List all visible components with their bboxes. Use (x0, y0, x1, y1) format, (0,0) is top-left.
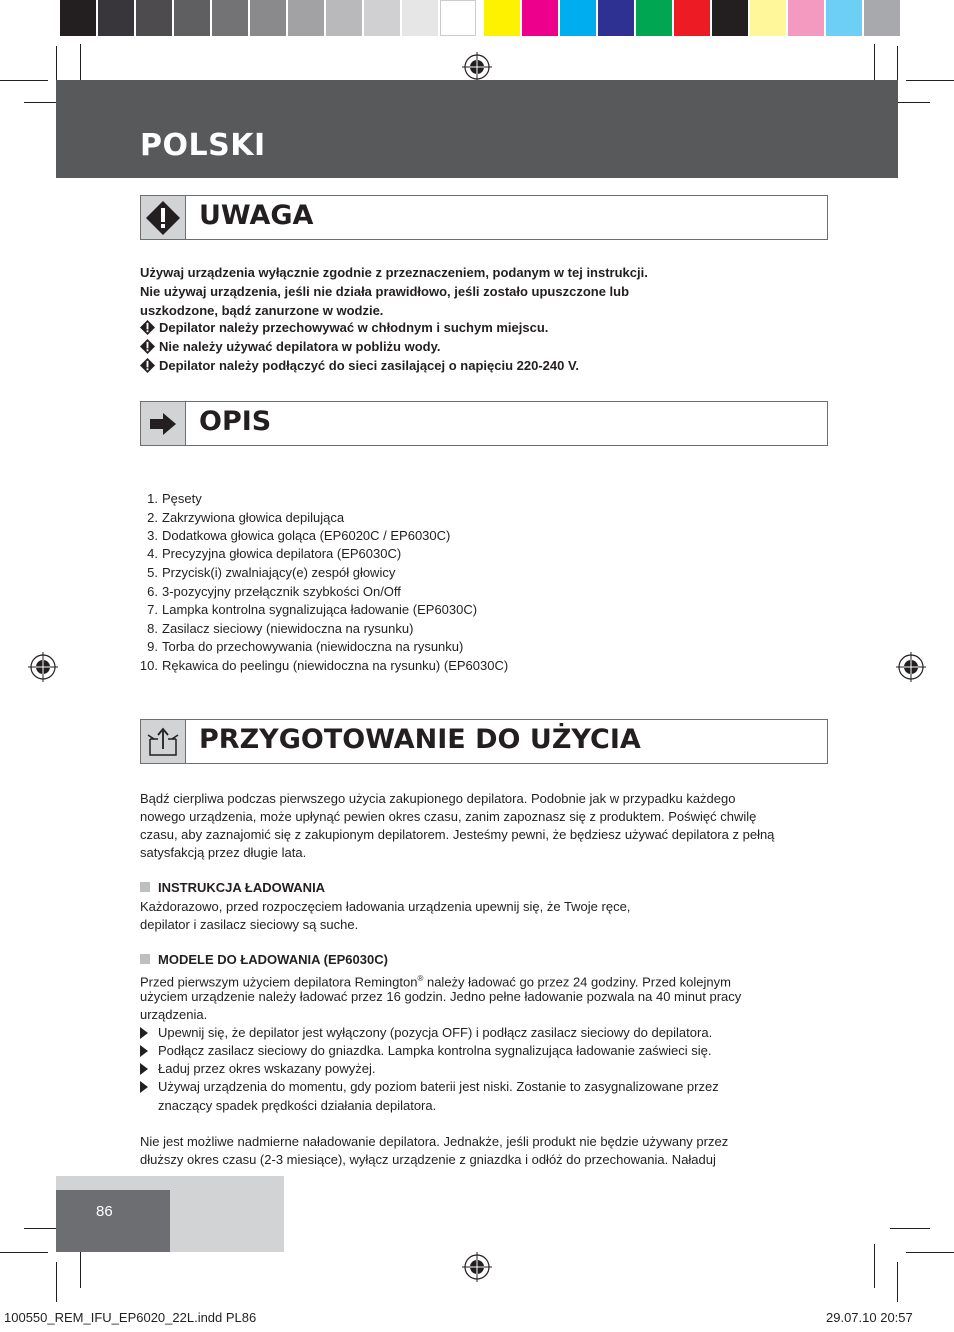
item-number: 3. (147, 528, 158, 543)
section-przygotowanie (140, 719, 828, 764)
arrow-icon-cell (141, 402, 186, 445)
intro-line: Bądź cierpliwa podczas pierwszego użycia zakupionego depilatora. Podobnie jak w przypadku każdego (140, 791, 736, 806)
item-text: 3-pozycyjny przełącznik szybkości On/Off (162, 584, 401, 599)
registration-mark-icon (896, 652, 926, 682)
intro-line: nowego urządzenia, może upłynąć pewien okres czasu, zanim zapoznasz się z produktem. Poświęć chwilę (140, 809, 757, 824)
crop-mark (906, 80, 954, 81)
triangle-bullet-icon (140, 1027, 148, 1039)
list-item (134, 602, 477, 617)
item-text: Lampka kontrolna sygnalizująca ładowanie (162, 602, 410, 617)
crop-mark (0, 1252, 48, 1253)
warning-item (140, 358, 579, 373)
color-swatch (60, 0, 96, 36)
item-note: (niewidoczna na rysunku) (266, 621, 414, 636)
crop-mark (56, 46, 57, 80)
color-swatch (402, 0, 438, 36)
page-number-tab (56, 1190, 170, 1252)
crop-mark (874, 1244, 875, 1288)
section-title: PRZYGOTOWANIE DO UŻYCIA (199, 724, 641, 755)
item-text: Przycisk(i) zwalniający(e) zespół głowicy (162, 565, 396, 580)
subsection-heading (140, 951, 388, 969)
intro-line: satysfakcją przez długie lata. (140, 845, 307, 860)
list-item (134, 528, 450, 543)
color-swatch (522, 0, 558, 36)
grayscale-swatch-bar (60, 0, 478, 38)
section-title: UWAGA (199, 200, 314, 231)
modele-text: Przed pierwszym użyciem depilatora Remington (140, 974, 418, 990)
color-swatch (788, 0, 824, 36)
warning-diamond-icon (140, 320, 155, 335)
outro-line: dłuższy okres czasu (2-3 miesiące), wyłącz urządzenie z gniazdka i odłóż do przechowania. Naładuj (140, 1152, 716, 1167)
warning-text: Nie należy używać depilatora w pobliżu wody. (159, 339, 441, 354)
square-bullet-icon (140, 882, 150, 892)
bullet-text: Podłącz zasilacz sieciowy do gniazdka. Lampka kontrolna sygnalizująca ładowanie zaświeci się. (158, 1043, 712, 1058)
color-swatch (98, 0, 134, 36)
uwaga-line: Nie używaj urządzenia, jeśli nie działa prawidłowo, jeśli zostało upuszczone lub (140, 284, 630, 299)
crop-mark (897, 1262, 898, 1302)
color-swatch (288, 0, 324, 36)
list-item (134, 546, 401, 561)
registration-mark-icon (462, 1252, 492, 1282)
bullet-item (140, 1024, 712, 1042)
registration-mark-icon (462, 52, 492, 82)
page-number-tab-top (56, 1176, 170, 1190)
item-number: 8. (147, 621, 158, 636)
item-number: 1. (147, 491, 158, 506)
color-swatch (750, 0, 786, 36)
modele-text: należy ładować go przez 24 godziny. Przed kolejnym (423, 974, 731, 990)
crop-mark (56, 1262, 57, 1302)
slug-date: 29.07.10 20:57 (826, 1310, 913, 1325)
item-number: 6. (147, 584, 158, 599)
uwaga-line: uszkodzone, bądź zanurzone w wodzie. (140, 303, 384, 318)
warning-item (140, 339, 440, 354)
item-number: 2. (147, 510, 158, 525)
color-swatch (712, 0, 748, 36)
item-number: 5. (147, 565, 158, 580)
heading-text: INSTRUKCJA ŁADOWANIA (158, 880, 326, 895)
triangle-bullet-icon (140, 1081, 148, 1093)
registration-mark-icon (28, 652, 58, 682)
arrow-right-icon (148, 411, 178, 437)
crop-mark (0, 80, 48, 81)
outro-line: Nie jest możliwe nadmierne naładowanie depilatora. Jednakże, jeśli produkt nie będzie używany przez (140, 1134, 729, 1149)
item-text: Zakrzywiona głowica depilująca (162, 510, 345, 525)
crop-mark (906, 1252, 954, 1253)
registered-mark: ® (417, 974, 424, 983)
bullet-item (140, 1060, 376, 1078)
warning-diamond-icon (140, 358, 155, 373)
instr-line: depilator i zasilacz sieciowy są suche. (140, 917, 359, 932)
color-swatch (364, 0, 400, 36)
item-note: (EP6030C) (443, 658, 509, 673)
item-note: (niewidoczna na rysunku) (292, 658, 441, 673)
square-bullet-icon (140, 954, 150, 964)
item-text: Precyzyjna głowica depilatora (162, 546, 334, 561)
heading-text: MODELE DO ŁADOWANIA (158, 952, 321, 967)
bullet-item (140, 1042, 712, 1060)
list-item (134, 658, 508, 673)
item-text: Torba do przechowywania (162, 639, 313, 654)
item-number: 4. (147, 546, 158, 561)
subsection-heading (140, 879, 325, 897)
item-text: Dodatkowa głowica goląca (162, 528, 316, 543)
page-number-tab-light (170, 1176, 284, 1252)
color-swatch-bar (484, 0, 902, 38)
item-note: (EP6020C / EP6030C) (319, 528, 451, 543)
item-number: 7. (147, 602, 158, 617)
warning-icon (144, 199, 182, 237)
list-item (134, 491, 202, 506)
warning-text: Depilator należy podłączyć do sieci zasilającej o napięciu 220-240 V. (159, 358, 580, 373)
heading-note: (EP6030C) (323, 952, 388, 967)
item-note: (EP6030C) (412, 602, 478, 617)
crop-mark (897, 46, 898, 80)
item-text: Rękawica do peelingu (162, 658, 290, 673)
list-item (134, 510, 344, 525)
item-number: 9. (147, 639, 158, 654)
item-number: 10. (139, 658, 158, 673)
bullet-continuation: znaczący spadek prędkości działania depilatora. (158, 1098, 437, 1113)
instr-line: Każdorazowo, przed rozpoczęciem ładowania urządzenia upewnij się, że Twoje ręce, (140, 899, 631, 914)
modele-line: użyciem urządzenie należy ładować przez 16 godzin. Jedno pełne ładowanie pozwala na 40 minut pracy (140, 989, 742, 1004)
section-title: OPIS (199, 406, 272, 437)
color-swatch (826, 0, 862, 36)
item-text: Zasilacz sieciowy (162, 621, 263, 636)
color-swatch (864, 0, 900, 36)
box-icon-cell (141, 720, 186, 763)
color-swatch (136, 0, 172, 36)
bullet-item (140, 1078, 719, 1096)
color-swatch (598, 0, 634, 36)
crop-mark (890, 1228, 930, 1229)
warning-item (140, 320, 548, 335)
color-swatch (560, 0, 596, 36)
language-title: POLSKI (140, 128, 266, 163)
list-item (134, 584, 401, 599)
unpack-box-icon (146, 725, 180, 759)
color-swatch (174, 0, 210, 36)
bullet-text: Ładuj przez okres wskazany powyżej. (158, 1061, 376, 1076)
bullet-text: Używaj urządzenia do momentu, gdy poziom baterii jest niski. Zostanie to zasygnalizowane przez (158, 1079, 719, 1094)
color-swatch (212, 0, 248, 36)
item-note: (EP6030C) (336, 546, 402, 561)
triangle-bullet-icon (140, 1063, 148, 1075)
list-item (134, 621, 413, 636)
warning-icon-cell (141, 196, 186, 239)
modele-line: urządzenia. (140, 1007, 208, 1022)
color-swatch (674, 0, 710, 36)
page-number: 86 (96, 1203, 113, 1220)
intro-line: czasu, aby zaznajomić się z zakupionym depilatorem. Jesteśmy pewni, że będziesz używać depilatora z pełną (140, 827, 775, 842)
triangle-bullet-icon (140, 1045, 148, 1057)
color-swatch (326, 0, 362, 36)
warning-diamond-icon (140, 339, 155, 354)
list-item (134, 639, 463, 654)
uwaga-line: Używaj urządzenia wyłącznie zgodnie z przeznaczeniem, podanym w tej instrukcji. (140, 265, 648, 280)
item-note: (niewidoczna na rysunku) (315, 639, 464, 654)
bullet-text: Upewnij się, że depilator jest wyłączony (pozycja OFF) i podłącz zasilacz sieciowy do depilatora. (158, 1025, 713, 1040)
list-item (134, 565, 395, 580)
item-text: Pęsety (162, 491, 202, 506)
warning-text: Depilator należy przechowywać w chłodnym i suchym miejscu. (159, 320, 549, 335)
section-opis (140, 401, 828, 446)
slug-filename: 100550_REM_IFU_EP6020_22L.indd PL86 (4, 1310, 257, 1325)
color-swatch (484, 0, 520, 36)
section-uwaga (140, 195, 828, 240)
color-swatch (636, 0, 672, 36)
color-swatch (250, 0, 286, 36)
color-swatch (440, 0, 476, 36)
